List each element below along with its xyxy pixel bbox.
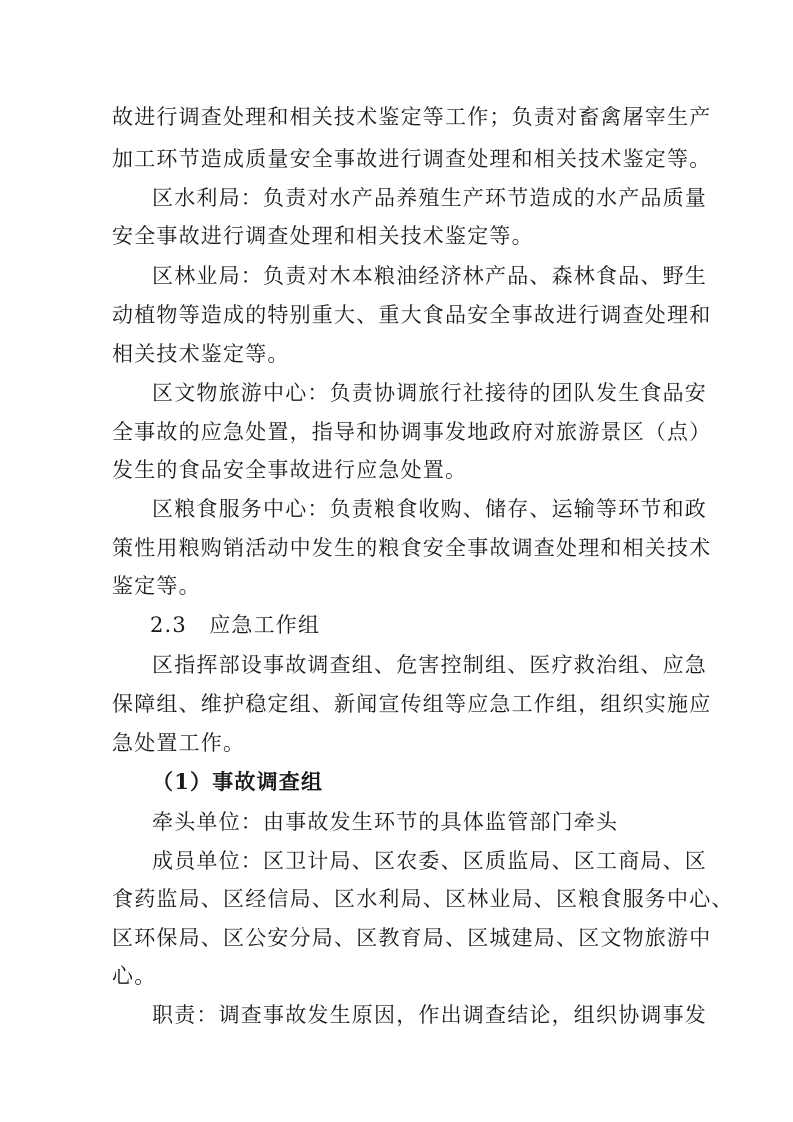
- paragraph-start-line: 区林业局：负责对木本粮油经济林产品、森林食品、野生: [152, 264, 707, 288]
- text-line: 策性用粮购销活动中发生的粮食安全事故调查处理和相关技术: [112, 536, 712, 560]
- section-heading: 2.3 应急工作组: [150, 613, 321, 637]
- paragraph-start-line: 区文物旅游中心：负责协调旅行社接待的团队发生食品安: [152, 381, 707, 405]
- paragraph-start-line: 区粮食服务中心：负责粮食收购、储存、运输等环节和政: [152, 497, 707, 521]
- text-line: 加工环节造成质量安全事故进行调查处理和相关技术鉴定等。: [112, 147, 712, 171]
- paragraph-start-line: 区指挥部设事故调查组、危害控制组、医疗救治组、应急: [152, 653, 707, 677]
- text-line: 鉴定等。: [112, 574, 201, 598]
- text-line: 相关技术鉴定等。: [112, 342, 290, 366]
- text-line: 安全事故进行调查处理和相关技术鉴定等。: [112, 224, 534, 248]
- paragraph-start-line: 牵头单位：由事故发生环节的具体监管部门牵头: [152, 810, 619, 834]
- text-line: 动植物等造成的特别重大、重大食品安全事故进行调查处理和: [112, 303, 712, 327]
- paragraph-start-line: 区水利局：负责对水产品养殖生产环节造成的水产品质量: [152, 186, 707, 210]
- text-line: 保障组、维护稳定组、新闻宣传组等应急工作组，组织实施应: [112, 692, 712, 716]
- text-line: 全事故的应急处置，指导和协调事发地政府对旅游景区（点）: [112, 420, 712, 444]
- text-line: 食药监局、区经信局、区水利局、区林业局、区粮食服务中心、: [112, 887, 734, 911]
- subsection-heading: （1）事故调查组: [152, 769, 324, 794]
- text-line: 急处置工作。: [112, 731, 246, 755]
- paragraph-start-line: 职责：调查事故发生原因，作出调查结论，组织协调事发: [152, 1003, 707, 1027]
- paragraph-start-line: 成员单位：区卫计局、区农委、区质监局、区工商局、区: [152, 849, 707, 873]
- text-line: 区环保局、区公安分局、区教育局、区城建局、区文物旅游中: [112, 926, 712, 950]
- text-line: 心。: [112, 964, 157, 988]
- text-line: 故进行调查处理和相关技术鉴定等工作；负责对畜禽屠宰生产: [112, 105, 712, 129]
- text-line: 发生的食品安全事故进行应急处置。: [112, 458, 468, 482]
